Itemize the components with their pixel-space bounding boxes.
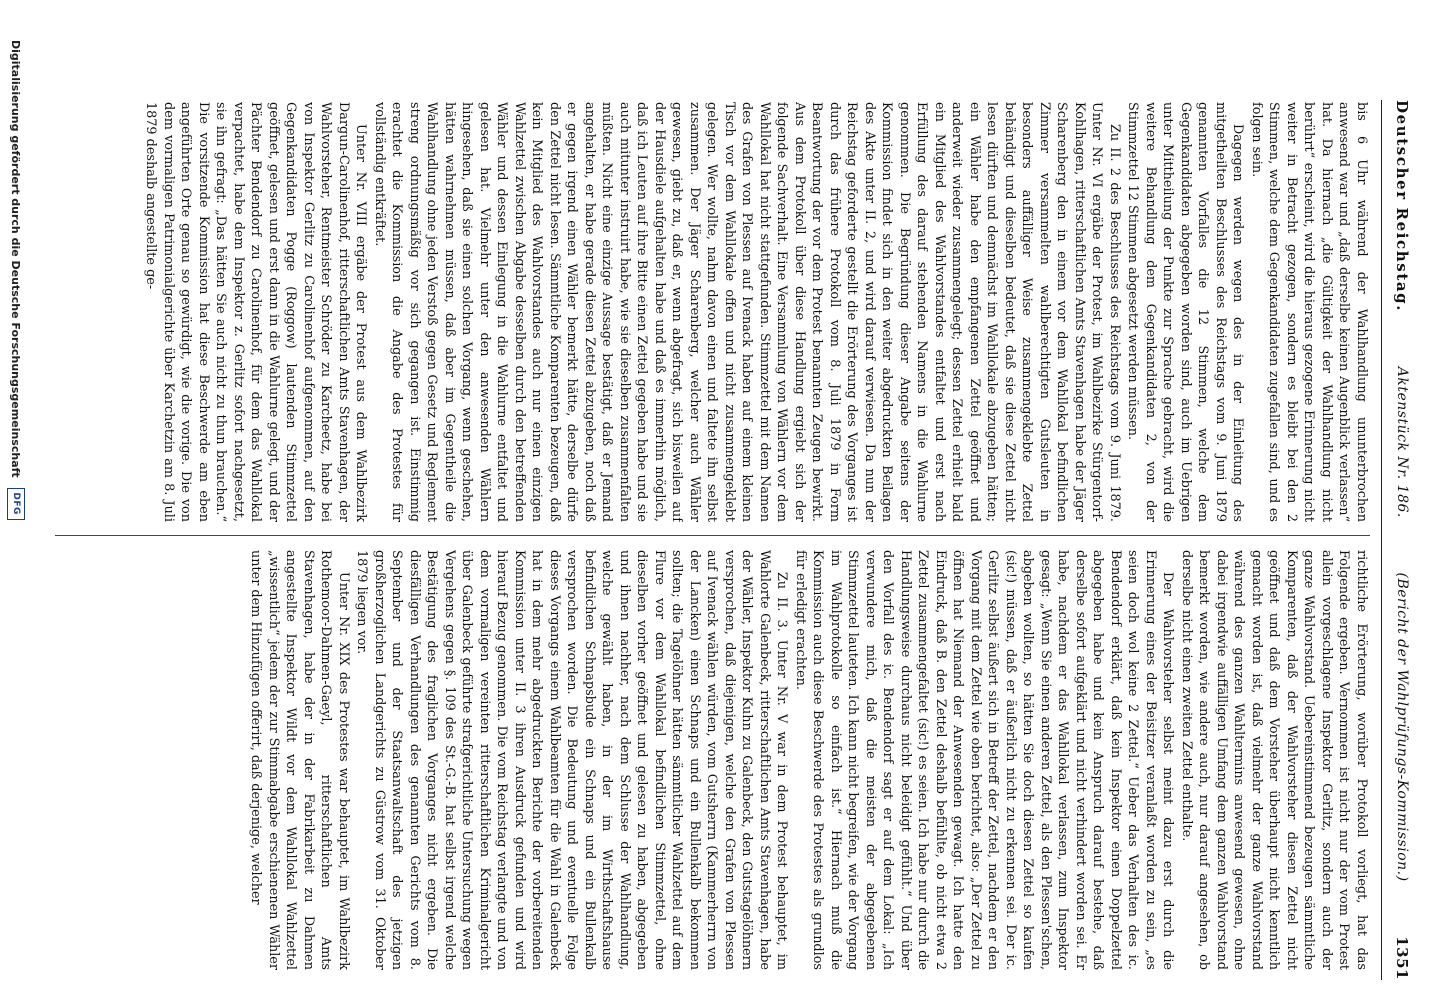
digitization-footer [0,0,32,1000]
header-title: Deutscher Reichstag. [1393,100,1411,313]
digitization-credit: Digitalisierung gefördert durch die Deutsche Forschungsgemeinschaft [9,40,23,478]
column-divider [55,535,1370,536]
dfg-logo: DFG [7,488,25,520]
page-number: 1351 [1393,936,1411,980]
page-header [1381,100,1422,980]
paragraph: richtliche Erörterung, worüber Protokoll vorliegt, hat das Folgende ergeben. Vernommen ist nicht nur der vom Protest allein vorgeschlagene Inspektor Gerlitz, sondern auch der ganze Wahlvorstand. Uebereinstimmend bezeugen sämmtliche Komparenten, daß der Wahlvorsteher diesen Zettel nicht geöffnet und daß dem Vorsteher überhaupt nicht kenntlich gemacht worden ist, daß vielmehr der ganze Wahlvorstand während des ganzen Wahltermins anwesend gewesen, ohne dabei irgendwie auffälligen Umfang dem ganzen Wahlvorstand bemerkt worden, wie andere auch, nur darauf angesehen, ob derselbe nicht einen zweiten Zettel enthalte. [1179,550,1369,970]
paragraph: bis 6 Uhr während der Wahlhandlung ununterbrochen anwesend war und „daß derselbe keinen Augenblick verlassen“ hat. Da hiernach „die Gültigkeit der Wahlhandlung nicht berührt“ erscheint, wird die hieraus gezogene Erinnerung nicht weiter in Betracht gezogen, sondern es bleibt bei den 2 Stimmen, welche dem Gegenkandidaten zugefallen sind, und es folgen sein. [1249,102,1369,522]
right-column [55,550,1370,970]
paragraph: Unter Nr. VIII ergäbe der Protest aus dem Wahlbezirk Dargun-Carolinenhof, ritterschaftlichen Amts Stavenhagen, der Wahlvorsteher, Rentmeister Schröder zu Karcheetz, habe bei von Inspektor Gerlitz zu Carolinenhof aufgenommen, auf den Gegenkandidaten Pogge (Roggow) lautenden Stimmzettel geöffnet, gelesen und erst dann in die Wahlurne gelegt, und der Pächter Bendendorf zu Carolinenhof, für dem das Wahllokal verpachtet, habe dem Inspektor z. Gerlitz sofort nachgesetzt, sie ihn gefragt: „Das hätten Sie auch nicht zu thun brauchen.“ Die vorsitzende Kommission hat diese Beschwerde am eben angeführten Orte genau so gewürdigt, wie die vorige. Die von dem vormaligen Patrimonialgerichte über Karchetzin am 8. Juli 1879 deshalb angestellte ge- [143,102,369,522]
paragraph: Unter Nr. XIX des Protestes war behauptet, im Wahlbezirk Rothemoor-Dahmen-Gaeyl, ritterschaftlichen Amts Stavenhagen, habe der in der Fabrikarbeit zu Dahmen angestellte Inspektor Wildt vor dem Wahllokal Wahlzettel „wissentlich“ jedem der zur Stimmabgabe erschienenen Wähler unter dem Hinzufügen offerirt, daß derjenige, welcher [248,550,351,970]
header-subtitle: (Bericht der Wahlprüfungs-Kommission.) [1394,572,1410,882]
paragraph: Dagegen werden wegen des in der Einleitung des mitgetheilten Beschlusses des Reichstags vom 9. Juni 1879 genannten Vorfalles die 12 Stimmen, welche dem Gegenkandidaten abgegeben worden sind, auch im Uebrigen unter Mittheilung der Punkte zur Sprache gebracht, wird die weitere Behandlung dem Gegenkandidaten 2, von der Stimmzettel 12 Stimmen abgesetzt werden müssen. [1125,102,1246,522]
left-column [55,102,1370,522]
paragraph: Zu II. 3. Unter Nr. V war in dem Protest behauptet, im Wahlorte Galenbeck, ritterschaftlichen Amts Stavenhagen, habe der Wähler, Inspektor Kuhn zu Galenbeck, den Gutstagelöhnern versprochen, daß diejenigen, welche den Grafen von Plessen auf Ivenack wählen würden, vom Gutsherrn (Kammerherrn von der Lancken) einen Schnaps und ein Bullenkalb bekommen sollten; die Tagelöhner hätten sämmtlicher Wahlzettel auf dem Flure vor dem Wahllokal befindlichen Stimmzettel, ohne dieselben vorher geöffnet und gelesen zu haben, abgegeben und ihnen nachher, nach dem Schlusse der Wahlhandlung, welche gewählt haben, in der im Wirthschaftshause befindlichen Schnapsbude ein Schnaps und ein Bullenkalb versprochen worden. Die Bedeutung und eventuelle Folge dieses Vorgangs einem Wahlbeamten für die Wahl in Galenbeck hat in dem mehr abgedruckten Berichte der vorbereitenden Kommission unter II. 3 ihren Ausdruck gefunden und wird hierauf Bezug genommen. Die vom Reichstag verlangte und von dem vormaligen vereinten ritterschaftlichen Kriminalgericht über Galenbeck geführte strafgerichtliche Untersuchung wegen Vergehens gegen §. 109 des St.-G.-B. hat selbst irgend welche Bestätigung des fraglichen Vorganges nicht ergeben. Die diesfälligen Verhandlungen des genannten Gerichts vom 8. September und der Staatsanwaltschaft des jetzigen großherzoglichen Landgerichts zu Güstrow vom 31. Oktober 1879 liegen vor. [354,550,790,970]
paragraph: Der Wahlvorsteher selbst meint dazu erst durch die Erinnerung eines der Beisitzer veranlaßt worden zu sein, „es seien doch wol keine 2 Zettel.“ Ueber das Verhalten des ic. Bendendorf erklärt, daß kein Inspektor einen Doppelzettel abgegeben habe und kein Anspruch darauf bestehe, daß derselbe sofort aufgeklärt und nicht verhindert worden sei. Er habe, nachdem er das Wahllokal verlassen, zum Inspektor gesagt: „Wenn Sie einen anderen Zettel, als den Plessen'schen, abgeben wollten, so hätten Sie doch diesen Zettel so kaufen (sic!) müssen, daß er äußerlich nicht zu erkennen sei. Der ic. Gerlitz selbst äußert sich in Betreff der Zettel, nachdem er den Vorgang mit dem Zettel wie oben berichtet, also: „Der Zettel zu öffnen hat Niemand der Anwesenden gewagt. Ich hatte den Eindruck, daß B. den Zettel deshalb befühlte, ob nicht etwa 2 Zettel zusammengefaltet (sic!) es seien. Ich habe nur durch die Handlungsweise durchaus nicht beleidigt gefühlt.“ Und über den Vorfall des ic. Bendendorf sagt er auf dem Lokal: „Ich verwundere mich, daß die meisten der abgegebenen Stimmzettel lauteten. Ich kann nicht begreifen, wie der Vorgang im Wahlprotokolle so einfach ist.“ Hiernach muß die Kommission auch diese Beschwerde des Protestes als grundlos für erledigt erachten. [793,550,1176,970]
header-document-number: Aktenstück Nr. 186. [1394,366,1410,518]
paragraph: Zu II. 2 des Beschlusses des Reichstags vom 9. Juni 1879. Unter Nr. VI ergäbe der Protest, im Wahlbezirke Stürgentorf-Kohlhagen, ritterschaftlichen Amts Stavenhagen habe der Jäger Scharenberg den in einem vor dem Wahllokal befindlichen Zimmer versammelten wahlberechtigten Gutsleuten in besonders auffälliger Weise zusammengeklebte Zettel behändigt und dieselben bedeutet, daß sie diese Zettel nicht lesen dürften und demnächst im Wahllokale abzugeben hätten; ein Wähler habe den empfangenen Zettel geöffnet und anderweit wieder zusammengelegt; dessen Zettel erhielt bald ein Mitglied des Wahlvorstandes entfaltet und erst nach Erfüllung des darauf stehenden Namens in die Wahlurne genommen. Die Begründung dieser Angabe seitens der Kommission findet sich in den weiter abgedruckten Beilagen des Akte unter II. 2, und wird darauf verwiesen. Da nun der Reichstag geforderte gestellt die Erörterung des Vorganges ist durch das frühere Protokoll vom 8. Juli 1879 in Form Beantwortung der vor dem Protest benannten Zeugen bewirkt. Aus dem Protokoll über diese Handlung ergiebt sich der folgende Sachverhalt. Eine Versammlung von Wählern vor dem Wahllokal hat nicht stattgefunden. Stimmzettel mit dem Namen des Grafen von Plessen auf Ivenack haben auf einem kleinen Tisch vor dem Wahllokale offen und nicht zusammengeklebt gelegen. Wer wollte, nahm davon einen und faltete ihn selbst zusammen. Der Jäger Scharenberg, welcher auch Wähler gewesen, giebt zu, daß er, wenn abgefragt, sich bisweilen auf der Hausdiele aufgehalten habe und daß es immerhin möglich, daß ich Leuten auf ihre Bitte einen Zettel gegeben habe und sie auch mitunter instruirt habe, wie sie dieselben zusammenfalten müßten. Nicht eine einzige Aussage bestätigt, daß er Jemand angehalten, er habe gerade diesen Zettel abzugeben, noch daß er gegen irgend einen Wähler bemerkt hätte, derselbe dürfe den Zettel nicht lesen. Sämmtliche Komparenten bezeugen, daß kein Mitglied des Wahlvorstandes auch nur einen einzigen Wahlzettel zwischen Abgabe desselben durch den betreffenden Wähler und dessen Einlegung in die Wahlurne entfaltet und gelesen hat. Vielmehr unter den anwesenden Wählern hingesehen, daß sie einen solchen Vorgang, wenn geschehen, hätten wahrnehmen müssen, daß aber im Gegentheile die Wahlhandlung ohne jeden Verstoß gegen Gesetz und Reglement streng ordnungsmäßig vor sich gegangen ist. Einstimmig erachtet die Kommission die Angabe des Protestes für vollständig entkräftet. [372,102,1122,522]
